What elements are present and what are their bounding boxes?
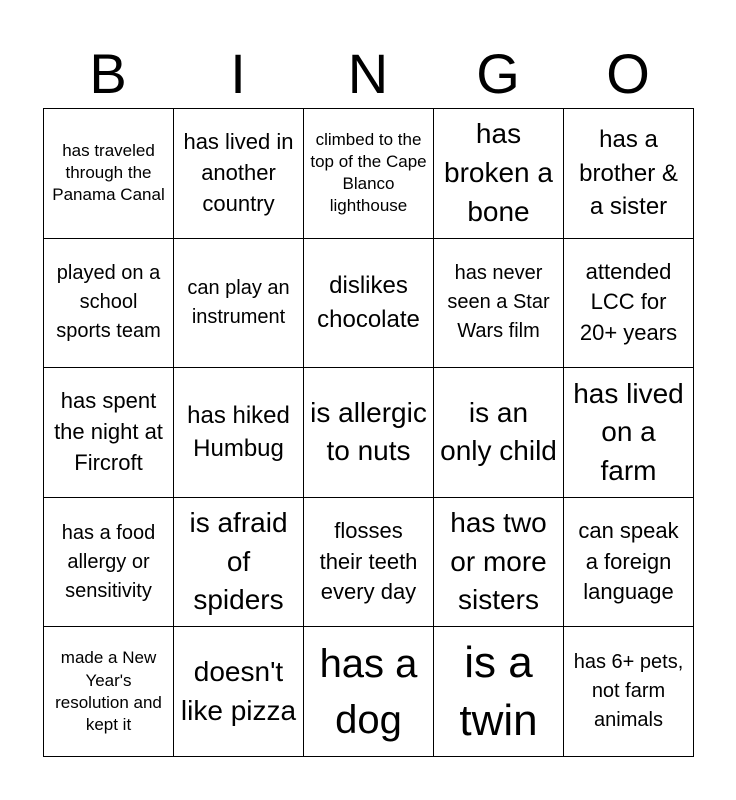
cell-text: has lived on a farm: [573, 377, 684, 486]
bingo-cell-r3-c1[interactable]: [44, 368, 174, 498]
bingo-cell-r3-c3[interactable]: [304, 368, 434, 498]
cell-text: has two or more sisters: [450, 507, 547, 616]
bingo-cell-r3-c5[interactable]: [564, 368, 694, 498]
bingo-cell-r4-c1[interactable]: [44, 498, 174, 628]
cell-text: has lived in another country: [183, 129, 294, 216]
bingo-cell-r1-c5[interactable]: [564, 109, 694, 239]
cell-text: doesn't like pizza: [180, 656, 297, 726]
cell-text: has 6+ pets, not farm animals: [573, 651, 684, 732]
cell-text: can play an instrument: [187, 276, 290, 328]
cell-text: has traveled through the Panama Canal: [52, 141, 165, 205]
bingo-cell-r5-c2[interactable]: [174, 627, 304, 757]
cell-text: is afraid of spiders: [189, 507, 288, 616]
header-letter-b: B: [89, 42, 127, 105]
bingo-cell-r5-c3[interactable]: [304, 627, 434, 757]
cell-text: attended LCC for 20+ years: [579, 258, 678, 346]
bingo-cell-r1-c3[interactable]: [304, 109, 434, 239]
cell-text: climbed to the top of the Cape Blanco lighthouse: [310, 130, 427, 216]
bingo-cell-r2-c5[interactable]: [564, 239, 694, 369]
header-letter-i: I: [230, 42, 246, 105]
bingo-cell-r1-c2[interactable]: [174, 109, 304, 239]
cell-text: made a New Year's resolution and kept it: [55, 648, 162, 734]
cell-text: is a twin: [459, 637, 538, 745]
bingo-cell-r1-c4[interactable]: [434, 109, 564, 239]
cell-text: dislikes chocolate: [317, 272, 420, 333]
bingo-cell-r4-c3[interactable]: [304, 498, 434, 628]
bingo-cell-r2-c3[interactable]: [304, 239, 434, 369]
cell-text: can speak a foreign language: [578, 517, 679, 605]
bingo-cell-r3-c2[interactable]: [174, 368, 304, 498]
cell-text: has hiked Humbug: [187, 401, 290, 463]
cell-text: has a brother & a sister: [579, 125, 678, 221]
cell-text: has a dog: [319, 641, 418, 742]
cell-text: has never seen a Star Wars film: [447, 262, 550, 343]
bingo-cell-r4-c2[interactable]: [174, 498, 304, 628]
bingo-cell-r5-c5[interactable]: [564, 627, 694, 757]
cell-text: is an only child: [440, 396, 557, 467]
cell-text: flosses their teeth every day: [319, 517, 418, 605]
bingo-cell-r4-c4[interactable]: [434, 498, 564, 628]
bingo-card-grid: [43, 108, 694, 757]
cell-text: has a food allergy or sensitivity: [61, 521, 156, 602]
bingo-cell-r3-c4[interactable]: [434, 368, 564, 498]
bingo-cell-r2-c4[interactable]: [434, 239, 564, 369]
bingo-cell-r5-c1[interactable]: [44, 627, 174, 757]
header-letter-g: G: [476, 42, 520, 105]
bingo-cell-r2-c2[interactable]: [174, 239, 304, 369]
header-letter-n: N: [347, 42, 389, 105]
cell-text: has spent the night at Fircroft: [54, 388, 163, 475]
bingo-cell-r5-c4[interactable]: [434, 627, 564, 757]
bingo-cell-r4-c5[interactable]: [564, 498, 694, 628]
cell-text: played on a school sports team: [56, 262, 161, 343]
bingo-cell-r2-c1[interactable]: [44, 239, 174, 369]
header-letter-o: O: [606, 42, 650, 105]
bingo-cell-r1-c1[interactable]: [44, 109, 174, 239]
cell-text: is allergic to nuts: [310, 396, 427, 467]
bingo-header: [43, 40, 693, 108]
cell-text: has broken a bone: [444, 118, 553, 227]
